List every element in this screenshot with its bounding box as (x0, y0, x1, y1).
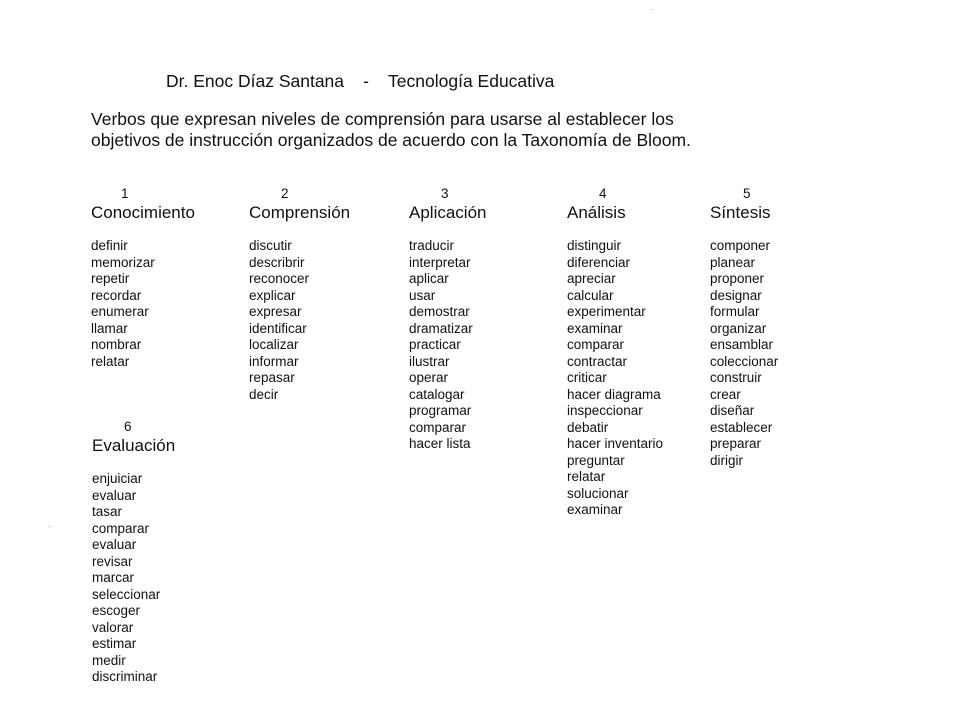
verb-item: explicar (249, 287, 296, 303)
verb-item: dramatizar (409, 320, 473, 336)
verb-item: operar (409, 370, 449, 385)
verb-item: interpretar (409, 254, 471, 270)
level-title: Comprensión (249, 203, 351, 222)
verb-item: memorizar (91, 254, 155, 270)
level-column-conocimiento (91, 186, 195, 370)
verb-item: demostrar (409, 304, 470, 319)
level-title: Evaluación (92, 436, 176, 455)
verb-item: enjuiciar (92, 471, 143, 486)
level-title: Conocimiento (91, 203, 195, 222)
intro-paragraph (91, 109, 791, 151)
level-number: 3 (441, 186, 449, 201)
verb-item: componer (710, 238, 771, 253)
verb-item: valorar (92, 619, 134, 635)
verb-item: repasar (249, 370, 295, 385)
verb-item: hacer diagrama (567, 386, 661, 402)
verb-item: identificar (249, 320, 307, 336)
verb-item: decir (249, 386, 279, 402)
verb-item: organizar (710, 320, 767, 336)
verb-item: examinar (567, 320, 623, 336)
verb-item: crear (710, 386, 741, 402)
verb-item: solucionar (567, 485, 629, 501)
verb-item: traducir (409, 238, 455, 253)
verb-item: designar (710, 287, 762, 303)
verb-list (91, 238, 195, 370)
intro-line-2: objetivos de instrucción organizados de acuerdo con la Taxonomía de Bloom. (91, 130, 691, 150)
verb-item: comparar (567, 337, 625, 352)
verb-item: practicar (409, 337, 461, 352)
verb-item: examinar (567, 502, 623, 517)
verb-item: comparar (409, 419, 467, 435)
verb-list (249, 238, 350, 403)
level-column-aplicacion (409, 186, 487, 453)
verb-item: enumerar (91, 304, 149, 319)
verb-list (409, 238, 487, 453)
verb-item: experimentar (567, 304, 646, 319)
verb-item: preparar (710, 436, 762, 451)
verb-item: catalogar (409, 386, 465, 402)
level-title: Aplicación (409, 203, 487, 222)
verb-item: diseñar (710, 403, 755, 418)
verb-item: coleccionar (710, 353, 779, 369)
verb-list (92, 471, 175, 686)
author-name: Dr. Enoc Díaz Santana (166, 71, 345, 91)
verb-item: medir (92, 652, 126, 668)
level-column-analisis (567, 186, 663, 519)
verb-item: hacer inventario (567, 436, 664, 451)
level-column-comprension (249, 186, 350, 403)
verb-item: nombrar (91, 337, 142, 352)
verb-item: inspeccionar (567, 403, 643, 418)
verb-item: programar (409, 403, 472, 418)
verb-item: aplicar (409, 271, 449, 286)
verb-item: diferenciar (567, 254, 631, 270)
verb-item: dirigir (710, 452, 744, 468)
verb-item: definir (91, 238, 128, 253)
verb-item: tasar (92, 504, 123, 519)
verb-item: relatar (91, 353, 130, 369)
verb-item: discriminar (92, 669, 158, 684)
verb-item: expresar (249, 304, 302, 319)
verb-item: ilustrar (409, 353, 450, 369)
verb-item: estimar (92, 636, 137, 651)
verb-item: contractar (567, 353, 628, 369)
verb-item: usar (409, 287, 436, 303)
scan-speck (651, 9, 652, 10)
document-header (166, 71, 554, 92)
verb-item: evaluar (92, 537, 137, 552)
verb-item: criticar (567, 370, 607, 385)
verb-item: formular (710, 304, 760, 319)
verb-item: comparar (92, 520, 150, 536)
verb-item: informar (249, 353, 299, 369)
level-number: 5 (743, 186, 751, 201)
verb-item: debatir (567, 419, 609, 435)
level-number: 6 (124, 419, 132, 434)
verb-list (710, 238, 778, 469)
level-number: 2 (281, 186, 289, 201)
verb-item: calcular (567, 287, 614, 303)
verb-item: repetir (91, 271, 130, 286)
level-column-evaluacion (92, 419, 175, 686)
intro-line-1: Verbos que expresan niveles de comprensión para usarse al establecer los (91, 109, 674, 129)
verb-item: escoger (92, 603, 141, 618)
level-title: Síntesis (710, 203, 771, 222)
verb-item: preguntar (567, 452, 625, 468)
verb-item: ensamblar (710, 337, 774, 352)
course-name: Tecnología Educativa (388, 71, 555, 91)
verb-item: llamar (91, 320, 128, 336)
verb-item: apreciar (567, 271, 616, 286)
verb-item: localizar (249, 337, 299, 352)
level-title: Análisis (567, 203, 626, 222)
header-separator: - (363, 71, 369, 91)
level-number: 4 (599, 186, 607, 201)
verb-item: revisar (92, 553, 133, 569)
verb-item: evaluar (92, 487, 137, 503)
verb-item: planear (710, 254, 756, 270)
verb-item: construir (710, 370, 762, 385)
verb-item: discutir (249, 238, 292, 253)
verb-item: marcar (92, 570, 135, 585)
verb-item: reconocer (249, 271, 310, 286)
verb-item: establecer (710, 419, 773, 435)
level-column-sintesis (710, 186, 778, 469)
scan-speck (49, 526, 50, 527)
verb-item: seleccionar (92, 586, 161, 602)
verb-item: describrir (249, 254, 305, 270)
verb-item: hacer lista (409, 436, 471, 451)
level-number: 1 (121, 186, 129, 201)
verb-item: recordar (91, 287, 142, 303)
verb-item: proponer (710, 271, 765, 286)
verb-item: relatar (567, 469, 606, 484)
verb-list (567, 238, 663, 519)
verb-item: distinguir (567, 238, 622, 253)
